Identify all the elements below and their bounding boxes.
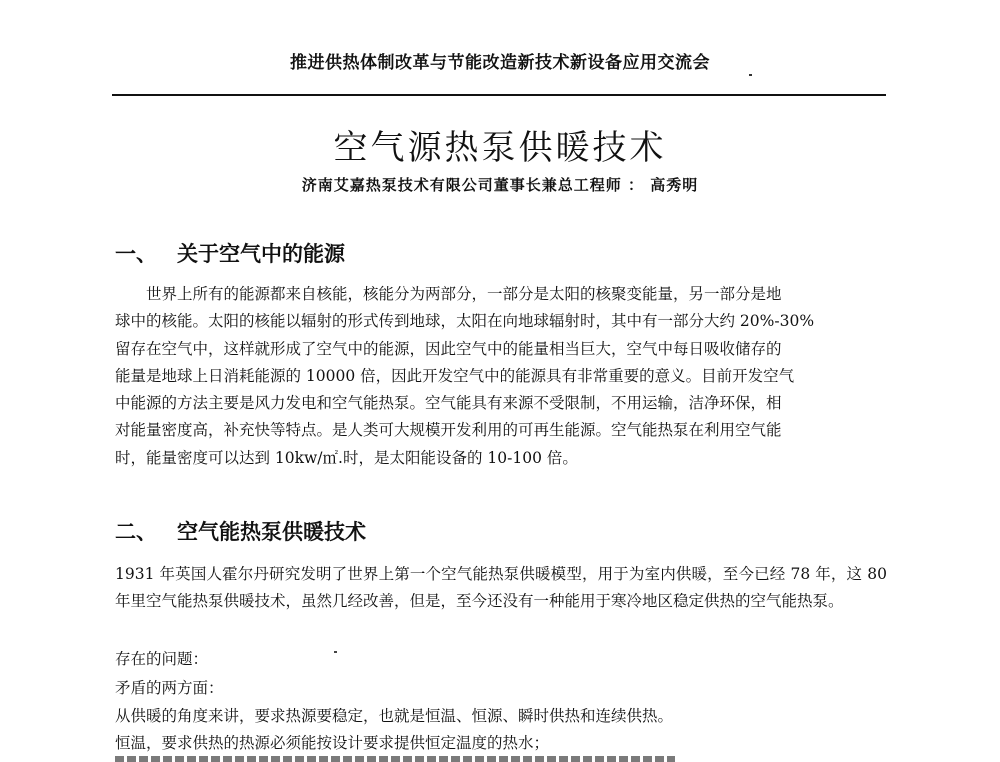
- section-2-title: 空气能热泵供暖技术: [177, 520, 366, 544]
- paragraph-line: 球中的核能。太阳的核能以辐射的形式传到地球，太阳在向地球辐射时，其中有一部分大约 20%-30%: [115, 312, 815, 331]
- section-2-number: 二、: [115, 520, 157, 544]
- cropped-text-line: [115, 756, 675, 762]
- section-2-paragraph: 1931 年英国人霍尔丹研究发明了世界上第一个空气能热泵供暖模型，用于为室内供暖，至今已经 78 年，这 80 年里空气能热泵供暖技术，虽然几经改善，但是，至今还没有一种能用于寒冷地区稳定供热的空气能热泵。: [115, 565, 887, 611]
- article-title: 空气源热泵供暖技术: [333, 128, 667, 168]
- two-sides-label: 矛盾的两方面：: [115, 679, 224, 697]
- constant-temp-text: 恒温，要求供热的热源必须能按设计要求提供恒定温度的热水；: [115, 734, 550, 752]
- scan-speck: [749, 74, 752, 76]
- section-1-number: 一、: [115, 242, 157, 266]
- header-rule: [112, 94, 886, 96]
- paragraph-line: 时，能量密度可以达到 10kw/㎡.时，是太阳能设备的 10-100 倍。: [115, 448, 578, 467]
- section-1-title: 关于空气中的能源: [177, 242, 345, 266]
- article-byline: 济南艾嘉热泵技术有限公司董事长兼总工程师 ： 高秀明: [301, 176, 699, 194]
- paragraph-line: 能量是地球上日消耗能源的 10000 倍，因此开发空气中的能源具有非常重要的意义。目前开发空气: [115, 366, 795, 385]
- paragraph-line: 留存在空气中，这样就形成了空气中的能源，因此空气中的能量相当巨大，空气中每日吸收储存的: [115, 339, 782, 358]
- running-header: 推进供热体制改革与节能改造新技术新设备应用交流会: [290, 53, 710, 73]
- paragraph-line: 对能量密度高，补充快等特点。是人类可大规模开发利用的可再生能源。空气能热泵在利用空气能: [115, 421, 782, 440]
- heating-view-text: 从供暖的角度来讲，要求热源要稳定，也就是恒温、恒源、瞬时供热和连续供热。: [115, 707, 674, 725]
- paragraph-line: 中能源的方法主要是风力发电和空气能热泵。空气能具有来源不受限制，不用运输，洁净环保，相: [115, 394, 782, 413]
- section-2-heading: [115, 516, 366, 546]
- scan-speck: [334, 651, 337, 653]
- section-1-paragraph: [115, 281, 887, 472]
- section-1-heading: [115, 238, 345, 268]
- paragraph-line: 世界上所有的能源都来自核能，核能分为两部分，一部分是太阳的核聚变能量，另一部分是地: [115, 285, 782, 303]
- problems-label: 存在的问题：: [115, 650, 209, 668]
